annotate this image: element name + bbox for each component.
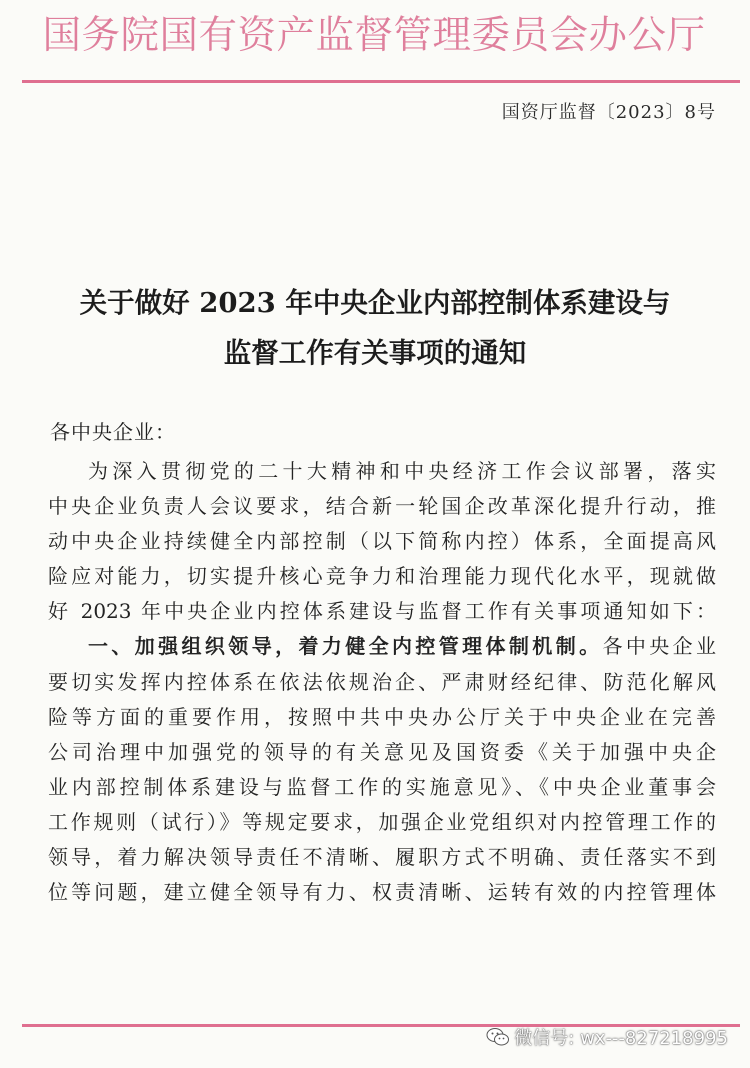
paragraph-line: 业内部控制体系建设与监督工作的实施意见》、《中央企业董事会 xyxy=(48,774,716,799)
title-line-2: 监督工作有关事项的通知 xyxy=(223,337,527,369)
watermark xyxy=(486,1024,728,1050)
letterhead: 国务院国有资产监督管理委员会办公厅 xyxy=(42,13,706,58)
paragraph-line: 好 2023 年中央企业内控体系建设与监督工作有关事项通知如下： xyxy=(48,599,716,624)
paragraph-line: 中央企业负责人会议要求，结合新一轮国企改革深化提升行动，推 xyxy=(48,494,716,519)
title-line-1: 关于做好 2023 年中央企业内部控制体系建设与 xyxy=(79,287,671,319)
watermark-text: 微信号: wx---827218995 xyxy=(514,1028,728,1049)
document-number: 国资厅监督〔2023〕8号 xyxy=(501,102,716,123)
paragraph-line: 位等问题，建立健全领导有力、权责清晰、运转有效的内控管理体 xyxy=(48,880,716,905)
paragraph-line: 领导，着力解决领导责任不清晰、履职方式不明确、责任落实不到 xyxy=(48,845,716,870)
wechat-icon xyxy=(486,1027,510,1047)
paragraph-line: 工作规则（试行）》等规定要求，加强企业党组织对内控管理工作的 xyxy=(48,809,716,834)
letterhead-rule xyxy=(22,80,740,83)
paragraph-line: 为深入贯彻党的二十大精神和中央经济工作会议部署，落实 xyxy=(88,459,716,483)
paragraph-line: 要切实发挥内控体系在依法依规治企、严肃财经纪律、防范化解风 xyxy=(48,669,716,694)
section-heading-rest: 各中央企业 xyxy=(602,634,716,659)
salutation: 各中央企业： xyxy=(50,420,176,444)
paragraph-line: 公司治理中加强党的领导的有关意见及国资委《关于加强中央企 xyxy=(48,739,716,764)
paragraph-line: 险应对能力，切实提升核心竞争力和治理能力现代化水平，现就做 xyxy=(48,564,716,589)
body-text xyxy=(48,454,716,910)
section-heading: 一、加强组织领导，着力健全内控管理体制机制。 xyxy=(88,634,603,659)
section-heading-line xyxy=(48,629,716,664)
paragraph-line: 动中央企业持续健全内部控制（以下简称内控）体系，全面提高风 xyxy=(48,529,716,554)
document-title xyxy=(0,278,750,378)
paragraph-line: 险等方面的重要作用，按照中共中央办公厅关于中央企业在完善 xyxy=(48,704,716,729)
